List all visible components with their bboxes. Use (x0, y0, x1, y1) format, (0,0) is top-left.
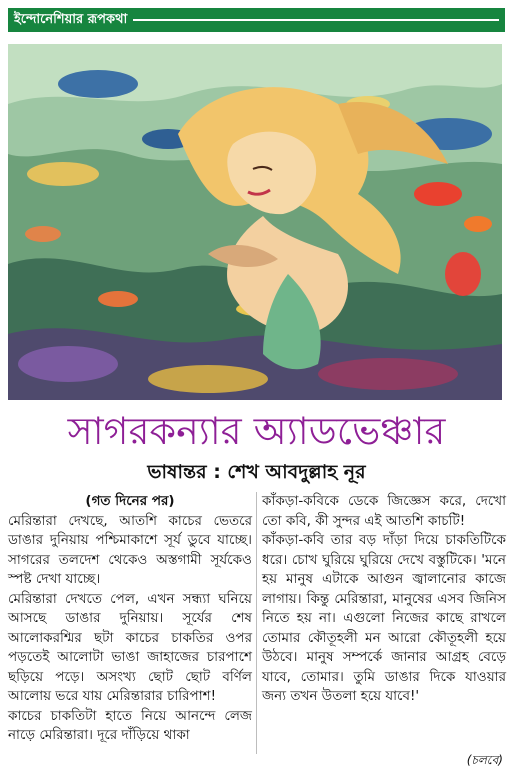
article-column-right (262, 492, 506, 707)
right-paragraph: কাঁকড়া-কবি তার বড় দাঁড়া দিয়ে চাকতিটিকে ধরে। চোখ ঘুরিয়ে ঘুরিয়ে দেখে বস্তুটিকে। 'মনে হয় মানুষ এটাকে আগুন জ্বালানোর কাজে লাগায়। কিন্তু মেরিন্তারা, মানুষের এসব জিনিস নিতে হয় না। এগুলো নিজের কাছে রাখলে তোমার কৌতূহলী মন আরো কৌতূহলী হয়ে উঠবে। মানুষ সম্পর্কে জানার আগ্রহ বেড়ে যাবে, তোমার। তুমি ডাঙার দিকে যাওয়ার জন্য তখন উতলা হয়ে যাবে!' (262, 532, 506, 704)
section-header-rule (133, 19, 499, 21)
section-header-bar (8, 8, 505, 32)
to-be-continued-note: (চলবে) (466, 753, 503, 767)
mermaid-illustration (8, 44, 502, 400)
left-paragraph: মেরিন্তারা দেখতে পেল, এখন সন্ধ্যা ঘনিয়ে আসছে ডাঙার দুনিয়ায়। সূর্যের শেষ আলোকরশ্মির ছটা কাচের চাকতির ওপর পড়তেই আলোটা ভাঙা জাহাজের চারপাশে ছড়িয়ে পড়ে। অসংখ্য ছোট ছোট বর্ণিল আলোয় ভরে যায় মেরিন্তারার চারিপাশ! (8, 590, 252, 704)
column-divider (256, 492, 257, 754)
article-column-left (8, 492, 252, 746)
left-paragraph: কাচের চাকতিটা হাতে নিয়ে আনন্দে লেজ নাড়ে মেরিন্তারা। দূরে দাঁড়িয়ে থাকা (8, 707, 252, 743)
article-title: সাগরকন্যার অ্যাডভেঞ্চার (67, 409, 446, 453)
continued-from-label: (গত দিনের পর) (85, 493, 175, 509)
right-paragraph: কাঁকড়া-কবিকে ডেকে জিজ্ঞেস করে, দেখো তো কবি, কী সুন্দর এই আতশি কাচটি! (262, 493, 506, 529)
section-label: ইন্দোনেশিয়ার রূপকথা (14, 11, 128, 27)
article-byline: ভাষান্তর : শেখ আবদুল্লাহ নূর (147, 461, 366, 483)
mermaid-illustration-svg (8, 44, 502, 400)
left-paragraph: মেরিন্তারা দেখছে, আতশি কাচের ভেতরে ডাঙার দুনিয়ায় পশ্চিমাকাশে সূর্য ডুবে যাচ্ছে। সাগরের তলদেশ থেকেও অস্তগামী সূর্যকেও স্পষ্ট দেখা যাচ্ছে। (8, 512, 252, 587)
